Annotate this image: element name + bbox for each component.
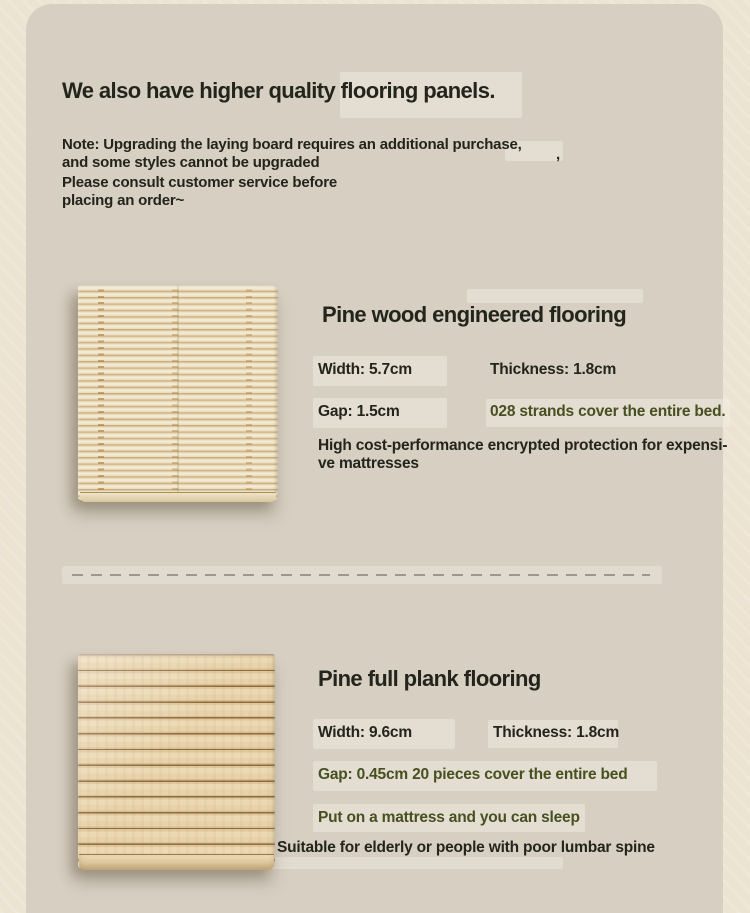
note-line-1: Note: Upgrading the laying board requires an additional purchase, <box>62 136 522 153</box>
product-image-full-plank-panel <box>78 654 275 868</box>
product-description-line-1: High cost-performance encrypted protection for expensi- <box>318 437 728 454</box>
page-title: We also have higher quality flooring panels. <box>62 78 495 103</box>
note-line-4: placing an order~ <box>62 192 185 209</box>
spec-thickness: Thickness: 1.8cm <box>490 361 617 378</box>
product-title: Pine full plank flooring <box>318 666 541 691</box>
note-line-3: Please consult customer service before <box>62 174 338 191</box>
spec-coverage: 028 strands cover the entire bed. <box>490 403 726 420</box>
product-benefit: Put on a mattress and you can sleep <box>318 809 580 826</box>
product-image-slatted-panel <box>78 285 278 500</box>
spec-gap: Gap: 1.5cm <box>318 403 400 420</box>
dashed-divider <box>72 574 650 576</box>
spec-width: Width: 5.7cm <box>318 361 412 378</box>
product-description-line-2: ve mattresses <box>318 455 419 472</box>
note-trailing-comma: , <box>556 146 560 163</box>
spec-width: Width: 9.6cm <box>318 724 412 741</box>
note-line-2: and some styles cannot be upgraded <box>62 154 320 171</box>
highlight-patch <box>467 289 643 303</box>
highlight-patch <box>233 857 563 869</box>
product-suitability: Suitable for elderly or people with poor lumbar spine <box>277 839 655 856</box>
product-title: Pine wood engineered flooring <box>322 302 627 327</box>
spec-gap-coverage: Gap: 0.45cm 20 pieces cover the entire bed <box>318 766 628 783</box>
spec-thickness: Thickness: 1.8cm <box>493 724 620 741</box>
